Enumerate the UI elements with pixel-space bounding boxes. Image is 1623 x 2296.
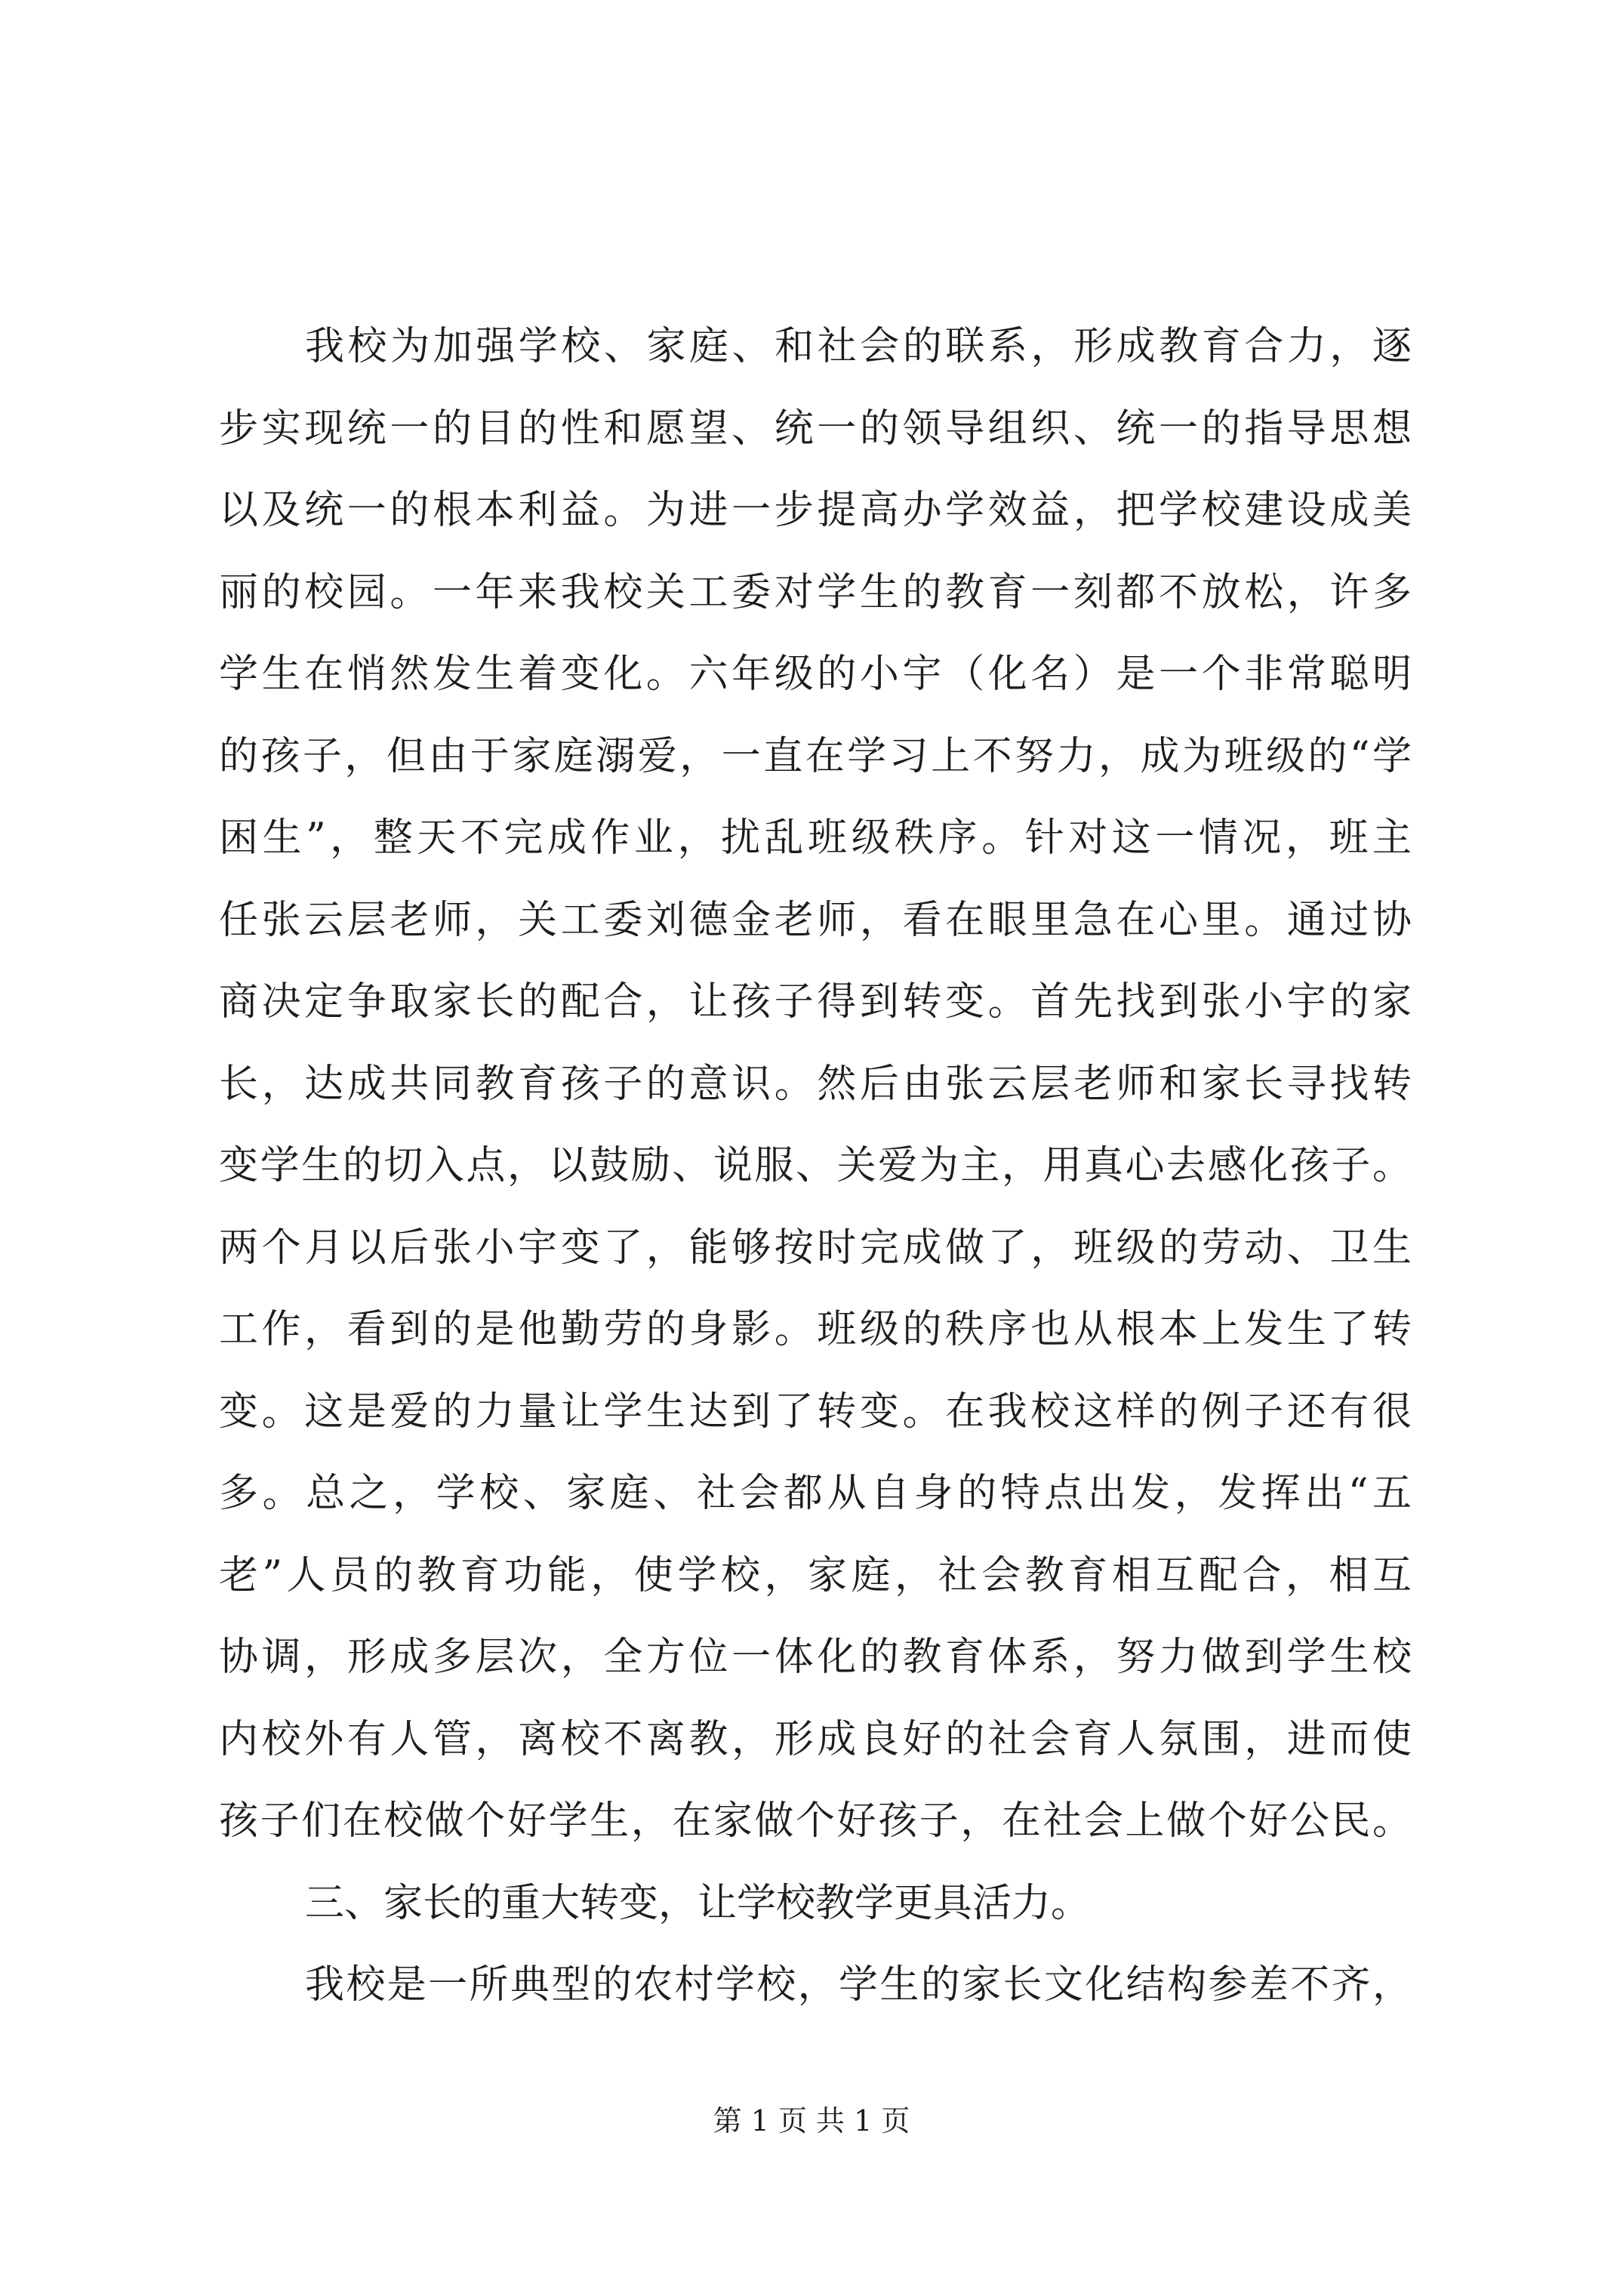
section-heading: 三、家长的重大转变，让学校教学更具活力。 [305, 1880, 1091, 1926]
text-line-4: 丽的校园。一年来我校关工委对学生的教育一刻都不放松，许多 [219, 569, 1412, 615]
text-line-19: 孩子们在校做个好学生，在家做个好孩子，在社会上做个好公民。 [219, 1798, 1412, 1844]
text-line-9: 商决定争取家长的配合，让孩子得到转变。首先找到张小宇的家 [219, 979, 1412, 1025]
text-line-8: 任张云层老师，关工委刘德金老师，看在眼里急在心里。通过协 [219, 897, 1412, 943]
text-line-13: 工作，看到的是他勤劳的身影。班级的秩序也从根本上发生了转 [219, 1307, 1412, 1352]
text-line-3: 以及统一的根本利益。为进一步提高办学效益，把学校建设成美 [219, 488, 1412, 533]
text-line-5: 学生在悄然发生着变化。六年级的小宇（化名）是一个非常聪明 [219, 652, 1412, 697]
page-footer: 第 1 页 共 1 页 [713, 2104, 910, 2137]
text-line-16: 老”人员的教育功能，使学校，家庭，社会教育相互配合，相互 [219, 1552, 1412, 1598]
text-line-14: 变。这是爱的力量让学生达到了转变。在我校这样的例子还有很 [219, 1388, 1412, 1435]
text-line-10: 长，达成共同教育孩子的意识。然后由张云层老师和家长寻找转 [219, 1061, 1412, 1107]
text-line-17: 协调，形成多层次，全方位一体化的教育体系，努力做到学生校 [219, 1635, 1412, 1680]
text-line-1: 我校为加强学校、家庭、和社会的联系，形成教育合力，逐 [305, 324, 1412, 369]
text-line-18: 内校外有人管，离校不离教，形成良好的社会育人氛围，进而使 [219, 1716, 1412, 1762]
text-line-6: 的孩子，但由于家庭溺爱，一直在学习上不努力，成为班级的“学 [219, 733, 1412, 779]
text-line-7: 困生”，整天不完成作业，扰乱班级秩序。针对这一情况，班主 [219, 815, 1412, 861]
document-body [219, 306, 1412, 2026]
text-line-21: 我校是一所典型的农村学校，学生的家长文化结构参差不齐， [305, 1962, 1412, 2008]
text-line-2: 步实现统一的目的性和愿望、统一的领导组织、统一的指导思想 [219, 405, 1412, 451]
text-line-15: 多。总之，学校、家庭、社会都从自身的特点出发，发挥出“五 [219, 1471, 1412, 1516]
text-line-11: 变学生的切入点，以鼓励、说服、关爱为主，用真心去感化孩子。 [219, 1143, 1412, 1188]
text-line-12: 两个月以后张小宇变了，能够按时完成做了，班级的劳动、卫生 [219, 1225, 1412, 1271]
